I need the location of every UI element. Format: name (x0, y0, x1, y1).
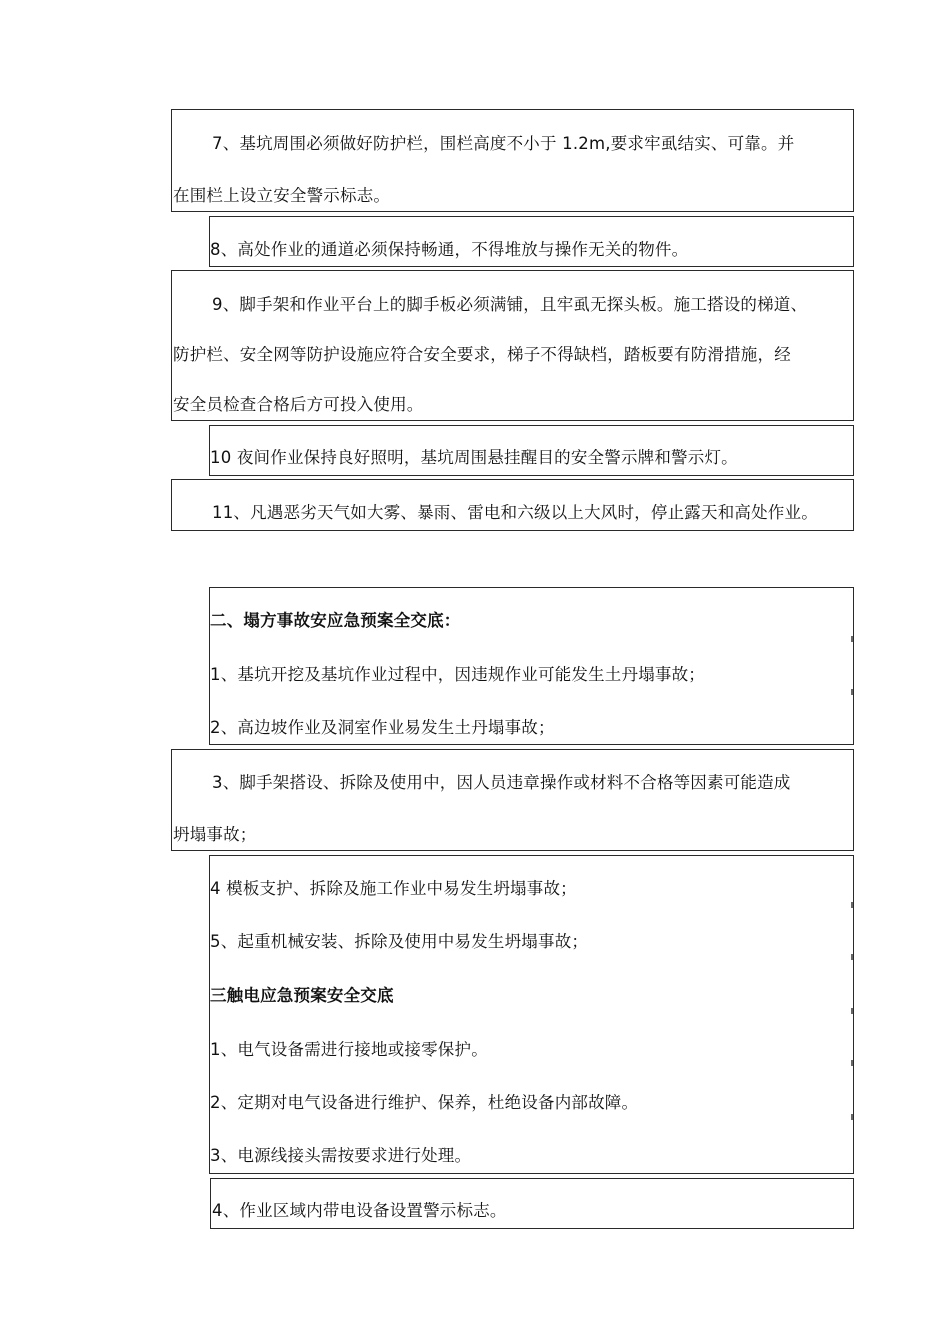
collapse-item-1: 1、基坑开挖及基坑作业过程中，因违规作业可能发生土丹塌事故； (210, 665, 705, 684)
margin-mark (851, 1008, 853, 1014)
margin-mark (851, 689, 853, 695)
collapse-item-5: 5、起重机械安装、拆除及使用中易发生坍塌事故； (210, 932, 589, 951)
item-7-line-1: 7、基坑周围必须做好防护栏，围栏高度不小于 1.2m,要求牢虱结实、可靠。并 (212, 134, 795, 153)
margin-mark (851, 954, 853, 960)
electric-item-1: 1、电气设备需进行接地或接零保护。 (210, 1040, 488, 1059)
item-7-line-2: 在围栏上设立安全警示标志。 (173, 186, 391, 205)
text-block-section-electric (209, 855, 854, 1174)
electric-item-2: 2、定期对电气设备进行维护、保养，杜绝设备内部故障。 (210, 1093, 639, 1112)
collapse-item-2: 2、高边坡作业及洞室作业易发生土丹塌事故； (210, 718, 555, 737)
item-9-line-1: 9、脚手架和作业平台上的脚手板必须满铺，且牢虱无探头板。施工搭设的梯道、 (212, 295, 808, 314)
margin-mark (851, 1060, 853, 1066)
section-heading-collapse: 二、塌方事故安应急预案全交底： (210, 611, 461, 630)
section-heading-electric: 三触电应急预案安全交底 (210, 986, 394, 1005)
item-8-line-1: 8、高处作业的通道必须保持畅通，不得堆放与操作无关的物件。 (210, 240, 689, 259)
item-9-line-2: 防护栏、安全网等防护设施应符合安全要求，梯子不得缺档，踏板要有防滑措施，经 (173, 345, 791, 364)
electric-item-4: 4、作业区域内带电设备设置警示标志。 (212, 1201, 507, 1220)
margin-mark (851, 636, 853, 642)
margin-mark (851, 902, 853, 908)
collapse-item-3-line-1: 3、脚手架搭设、拆除及使用中，因人员违章操作或材料不合格等因素可能造成 (212, 773, 791, 792)
collapse-item-3-line-2: 坍塌事故； (173, 825, 257, 844)
text-block-collapse-item-3 (171, 749, 854, 851)
item-11-line-1: 11、凡遇恶劣天气如大雾、暴雨、雷电和六级以上大风时，停止露天和高处作业。 (212, 503, 818, 522)
item-10-line-1: 10 夜间作业保持良好照明，基坑周围悬挂醒目的安全警示牌和警示灯。 (210, 448, 738, 467)
electric-item-3: 3、电源线接头需按要求进行处理。 (210, 1146, 472, 1165)
collapse-item-4: 4 模板支护、拆除及施工作业中易发生坍塌事故； (210, 879, 577, 898)
margin-mark (851, 1114, 853, 1120)
item-9-line-3: 安全员检查合格后方可投入使用。 (173, 395, 424, 414)
